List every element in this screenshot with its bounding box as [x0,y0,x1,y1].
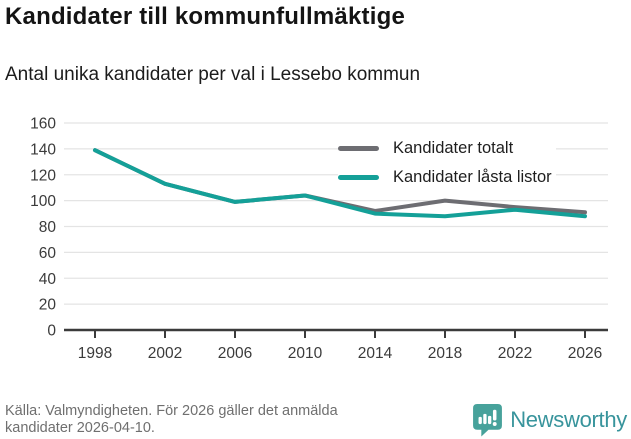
x-axis-label-1998: 1998 [77,345,113,362]
x-axis-label-2026: 2026 [567,345,603,362]
chart-subtitle: Antal unika kandidater per val i Lessebo kommun [5,64,421,85]
legend-item-totalt[interactable] [338,134,552,163]
legend-swatch-lasta-listor [338,175,379,180]
x-axis-label-2002: 2002 [147,345,183,362]
newsworthy-logo-icon [472,403,503,437]
y-axis-label-60: 60 [38,244,56,262]
legend-label-lasta-listor: Kandidater låsta listor [393,168,552,186]
y-axis-label-40: 40 [38,270,56,288]
newsworthy-wordmark: Newsworthy [510,407,627,432]
x-axis-label-2018: 2018 [427,345,463,362]
chart-area [0,110,631,378]
legend-swatch-totalt [338,146,379,151]
page-title: Kandidater till kommunfullmäktige [5,3,405,30]
x-axis-label-2022: 2022 [497,345,533,362]
y-axis-label-20: 20 [38,296,56,314]
y-axis-label-140: 140 [30,141,56,159]
source-note: Källa: Valmyndigheten. För 2026 gäller det anmälda kandidater 2026-04-10. [5,403,338,436]
y-axis-label-160: 160 [30,115,56,133]
chart-legend [338,133,556,193]
y-axis-label-0: 0 [47,322,56,340]
legend-label-totalt: Kandidater totalt [393,139,514,157]
y-axis-label-100: 100 [30,193,56,211]
y-axis-label-80: 80 [38,219,56,236]
y-axis-label-120: 120 [30,167,56,185]
x-axis-label-2010: 2010 [287,345,323,362]
x-axis-label-2006: 2006 [217,345,253,362]
chart-footer [0,398,631,437]
x-axis-label-2014: 2014 [357,345,393,362]
legend-item-lasta-listor[interactable] [338,163,552,192]
newsworthy-brand[interactable] [472,403,627,437]
